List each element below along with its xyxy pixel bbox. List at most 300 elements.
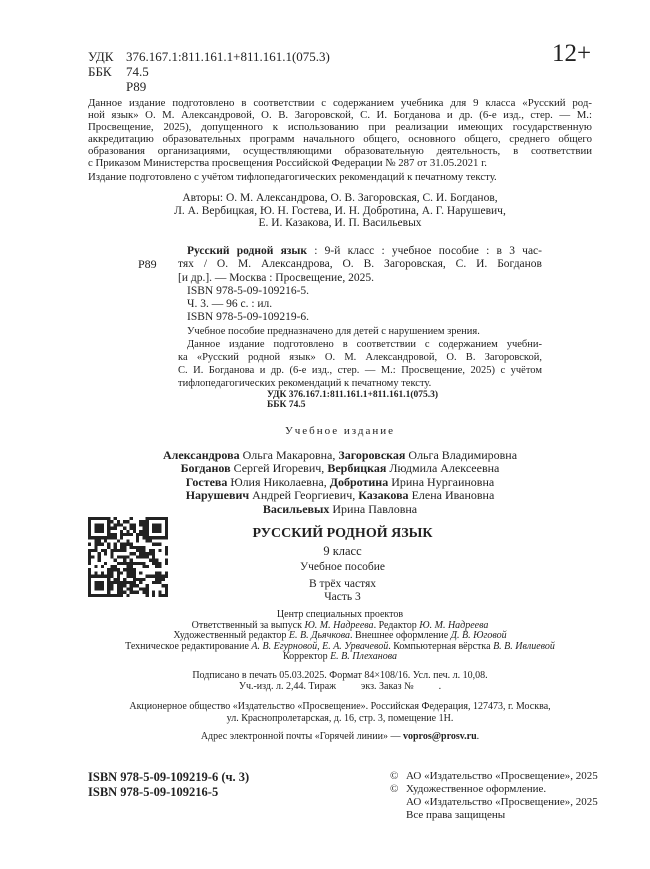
qr-module	[120, 546, 123, 549]
qr-module	[88, 552, 91, 555]
qr-module	[158, 549, 161, 552]
qr-module	[120, 584, 123, 587]
qr-module	[152, 559, 155, 562]
qr-module	[110, 552, 113, 555]
qr-module	[126, 530, 129, 533]
qr-module	[123, 543, 126, 546]
qr-module	[142, 549, 145, 552]
qr-module	[126, 565, 129, 568]
qr-module	[139, 523, 142, 526]
qr-module	[88, 571, 91, 574]
qr-module	[130, 523, 133, 526]
qr-module	[142, 536, 145, 539]
qr-module	[110, 536, 113, 539]
qr-module	[104, 549, 107, 552]
qr-module	[114, 536, 117, 539]
copyright-icon: ©	[390, 770, 399, 782]
text-line: образования организациями, осуществляющими образовательную деятельность, в соответствии	[88, 145, 592, 157]
qr-module	[142, 578, 145, 581]
qr-module	[126, 568, 129, 571]
bibliographic-record	[178, 245, 542, 411]
qr-module	[152, 575, 155, 578]
text-line: С. И. Богданова и др. (6-е изд., стер. — М.: Просвещение, 2025) с учётом	[178, 364, 542, 376]
qr-module	[152, 562, 155, 565]
email-label: Адрес электронной почты «Горячей линии» —	[200, 731, 403, 742]
qr-module	[101, 565, 104, 568]
classification-codes	[88, 49, 330, 94]
names-line: Нарушевич Андрей Георгиевич, Казакова Елена Ивановна	[185, 488, 495, 503]
qr-module	[155, 543, 158, 546]
qr-module	[104, 552, 107, 555]
qr-module	[155, 575, 158, 578]
text-line: тифлопедагогических рекомендаций к печатному тексту.	[178, 377, 432, 389]
qr-module	[165, 559, 168, 562]
qr-module	[114, 578, 117, 581]
qr-module	[146, 552, 149, 555]
qr-module	[120, 594, 123, 597]
text-line: Данное издание подготовлено в соответствии с содержанием учебни-	[187, 338, 542, 350]
qr-module	[158, 575, 161, 578]
qr-module	[162, 575, 165, 578]
publisher-address	[88, 701, 592, 725]
qr-module	[165, 552, 168, 555]
qr-module	[117, 520, 120, 523]
text-line: Авторы: О. М. Александрова, О. В. Загоровская, С. И. Богданов,	[182, 192, 498, 204]
book-title-block	[200, 525, 485, 604]
names-line: Васильевых Ирина Павловна	[262, 501, 418, 516]
udk-label: УДК	[88, 49, 114, 64]
qr-module	[152, 594, 155, 597]
print-info	[88, 670, 592, 692]
surname: Казакова	[358, 488, 409, 503]
qr-module	[142, 546, 145, 549]
bib-mark: Р89	[138, 257, 157, 271]
qr-module	[107, 546, 110, 549]
book-grade: 9 класс	[323, 544, 362, 558]
qr-module	[117, 539, 120, 542]
qr-module	[165, 575, 168, 578]
qr-module	[139, 587, 142, 590]
qr-module	[130, 546, 133, 549]
qr-module	[139, 530, 142, 533]
qr-module	[114, 527, 117, 530]
qr-module	[165, 584, 168, 587]
text-line: Уч.-изд. л. 2,44. Тираж экз. Заказ № .	[238, 681, 442, 692]
qr-module	[130, 517, 133, 520]
qr-module	[133, 581, 136, 584]
qr-module	[117, 584, 120, 587]
surname: Александрова	[162, 448, 240, 462]
names-line: Гостева Юлия Николаевна, Добротина Ирина Нургаиновна	[185, 474, 495, 489]
qr-module	[123, 578, 126, 581]
qr-module	[117, 571, 120, 574]
qr-module	[130, 575, 133, 578]
qr-module	[98, 539, 101, 542]
surname: Васильевых	[262, 501, 330, 516]
qr-module	[117, 578, 120, 581]
qr-module	[88, 549, 91, 552]
udk-value: 376.167.1:811.161.1+811.161.1(075.3)	[126, 49, 330, 64]
qr-module	[136, 546, 139, 549]
qr-module	[123, 533, 126, 536]
qr-module	[123, 591, 126, 594]
qr-module	[133, 591, 136, 594]
text-line: Художественное оформление.	[406, 783, 547, 795]
copyright-icon: ©	[390, 783, 399, 795]
text-line: аккредитацию образовательных программ начального общего, основного общего, среднего общего	[88, 133, 592, 145]
qr-module	[110, 568, 113, 571]
qr-module	[136, 562, 139, 565]
qr-module	[158, 571, 161, 574]
qr-module	[133, 546, 136, 549]
qr-module	[152, 591, 155, 594]
qr-module	[94, 571, 97, 574]
qr-module	[149, 575, 152, 578]
qr-module	[101, 543, 104, 546]
qr-module	[155, 565, 158, 568]
qr-module	[158, 591, 161, 594]
text-line: тях / О. М. Александрова, О. В. Загоровская, С. И. Богданов	[178, 258, 542, 271]
qr-module	[139, 581, 142, 584]
qr-module	[110, 555, 113, 558]
qr-module	[162, 578, 165, 581]
author-mark: Р89	[126, 79, 147, 94]
qr-module	[130, 552, 133, 555]
qr-module	[142, 530, 145, 533]
qr-module	[123, 546, 126, 549]
qr-module	[130, 562, 133, 565]
qr-module	[98, 555, 101, 558]
qr-module	[126, 575, 129, 578]
qr-module	[114, 594, 117, 597]
qr-module	[165, 549, 168, 552]
qr-module	[133, 575, 136, 578]
qr-module	[130, 581, 133, 584]
text-line: Подписано в печать 05.03.2025. Формат 84×108/16. Усл. печ. л. 10,08.	[192, 670, 488, 681]
qr-module	[139, 549, 142, 552]
qr-module	[120, 562, 123, 565]
text-line: Л. А. Вербицкая, Ю. Н. Гостева, И. Н. Добротина, А. Г. Нарушевич,	[174, 204, 506, 217]
qr-module	[91, 549, 94, 552]
qr-module	[165, 591, 168, 594]
qr-module	[152, 581, 155, 584]
age-rating: 12+	[552, 40, 592, 67]
surname: Нарушевич	[185, 488, 250, 503]
text-line: Просвещение, 2025), допущенного к использованию при реализации имеющих государственную	[88, 121, 592, 133]
isbn-line: ISBN 978-5-09-109216-5	[88, 785, 219, 799]
qr-module	[114, 581, 117, 584]
qr-module	[130, 584, 133, 587]
qr-module	[136, 584, 139, 587]
qr-module	[152, 552, 155, 555]
qr-module	[142, 533, 145, 536]
qr-module	[117, 587, 120, 590]
qr-module	[123, 562, 126, 565]
qr-module	[120, 543, 123, 546]
qr-module	[130, 543, 133, 546]
qr-module	[146, 584, 149, 587]
qr-module	[146, 575, 149, 578]
qr-module	[114, 533, 117, 536]
qr-module	[114, 568, 117, 571]
qr-module	[120, 555, 123, 558]
qr-module	[114, 543, 117, 546]
qr-module	[165, 546, 168, 549]
qr-module	[130, 571, 133, 574]
qr-module	[114, 546, 117, 549]
text-line: ул. Краснопролетарская, д. 16, стр. 3, помещение 1Н.	[226, 713, 454, 724]
qr-module	[120, 533, 123, 536]
qr-module	[126, 539, 129, 542]
qr-module	[104, 562, 107, 565]
qr-module	[110, 533, 113, 536]
names-line: Богданов Сергей Игоревич, Вербицкая Людмила Алексеевна	[180, 461, 500, 476]
text-line: Акционерное общество «Издательство «Просвещение». Российская Федерация, 127473, г. Москва,	[129, 701, 551, 712]
qr-module	[94, 539, 97, 542]
qr-module	[165, 562, 168, 565]
qr-module	[155, 578, 158, 581]
qr-module	[120, 549, 123, 552]
authors-list	[88, 192, 592, 230]
qr-module	[152, 555, 155, 558]
qr-module	[146, 594, 149, 597]
qr-module	[149, 549, 152, 552]
qr-module	[133, 578, 136, 581]
qr-module	[152, 549, 155, 552]
qr-module	[155, 562, 158, 565]
qr-module	[162, 594, 165, 597]
qr-module	[136, 578, 139, 581]
qr-module	[139, 555, 142, 558]
qr-module	[94, 543, 97, 546]
qr-module	[142, 552, 145, 555]
text-line: : 9-й класс : учебное пособие : в 3 час-	[307, 245, 542, 257]
qr-module	[133, 584, 136, 587]
qr-module	[126, 581, 129, 584]
qr-module	[165, 571, 168, 574]
qr-module	[136, 539, 139, 542]
qr-module	[139, 520, 142, 523]
qr-module	[117, 594, 120, 597]
qr-module	[117, 591, 120, 594]
qr-module	[110, 549, 113, 552]
qr-module	[117, 555, 120, 558]
qr-module	[136, 536, 139, 539]
qr-module	[142, 527, 145, 530]
rights-reserved: Все права защищены	[406, 809, 506, 821]
qr-module	[88, 559, 91, 562]
qr-module	[88, 562, 91, 565]
tiflo-note: Издание подготовлено с учётом тифлопедагогических рекомендаций к печатному тексту.	[88, 171, 497, 183]
qr-module	[146, 565, 149, 568]
qr-module	[101, 549, 104, 552]
footer-isbn	[88, 770, 249, 800]
qr-module	[101, 571, 104, 574]
qr-module	[110, 581, 113, 584]
qr-module	[117, 581, 120, 584]
edition-type: Учебное издание	[284, 425, 396, 437]
qr-module	[146, 587, 149, 590]
qr-module	[139, 562, 142, 565]
qr-module	[155, 559, 158, 562]
qr-module	[123, 584, 126, 587]
qr-module	[142, 587, 145, 590]
qr-module	[139, 552, 142, 555]
department: Центр специальных проектов	[276, 609, 404, 620]
qr-module	[123, 568, 126, 571]
text-line: АО «Издательство «Просвещение», 2025	[406, 770, 598, 782]
qr-module	[120, 581, 123, 584]
surname: Добротина	[329, 474, 389, 489]
qr-module	[130, 587, 133, 590]
qr-module	[110, 575, 113, 578]
qr-module	[136, 533, 139, 536]
qr-module	[133, 562, 136, 565]
qr-module	[107, 568, 110, 571]
qr-module	[126, 594, 129, 597]
bib-udk: УДК 376.167.1:811.161.1+811.161.1(075.3)	[267, 389, 439, 400]
qr-module	[110, 594, 113, 597]
qr-module	[120, 591, 123, 594]
qr-module	[120, 536, 123, 539]
qr-module	[110, 527, 113, 530]
qr-module	[123, 527, 126, 530]
qr-module	[133, 523, 136, 526]
surname: Вербицкая	[327, 461, 387, 476]
qr-module	[158, 565, 161, 568]
qr-module	[88, 543, 91, 546]
qr-module	[136, 555, 139, 558]
credits: Центр специальных проектов Ответственный за выпуск Ю. М. Надреева. Редактор Ю. М. Надреева Художественный редактор Е. В. Дьячкова. Внешнее оформление Д. В. Юговой Техническое редактирование А. В. Егурновой, Е. А. Урвачевой. Компьютерная вёрстка В. В. Ивлиевой Корректор Е. В. Плеханова	[88, 610, 592, 663]
text-line: Е. И. Казакова, И. П. Васильевых	[258, 217, 422, 230]
qr-module	[123, 581, 126, 584]
qr-module	[104, 539, 107, 542]
qr-module	[136, 591, 139, 594]
qr-module	[146, 591, 149, 594]
book-parts: В трёх частях	[308, 578, 377, 590]
qr-module	[94, 523, 104, 533]
qr-module	[142, 565, 145, 568]
qr-module	[133, 568, 136, 571]
qr-module	[158, 581, 161, 584]
qr-module	[107, 543, 110, 546]
qr-module	[130, 591, 133, 594]
qr-module	[165, 594, 168, 597]
purpose: Учебное пособие предназначено для детей с нарушением зрения.	[187, 325, 480, 337]
qr-module	[117, 568, 120, 571]
qr-module	[120, 523, 123, 526]
qr-module	[139, 546, 142, 549]
bib-bbk: ББК 74.5	[267, 400, 306, 411]
surname: Гостева	[185, 474, 228, 489]
qr-module	[114, 523, 117, 526]
qr-module	[136, 549, 139, 552]
book-title: РУССКИЙ РОДНОЙ ЯЗЫК	[252, 526, 433, 541]
qr-module	[94, 581, 104, 591]
qr-module	[158, 594, 161, 597]
qr-module	[149, 539, 152, 542]
qr-module	[91, 555, 94, 558]
qr-module	[158, 543, 161, 546]
qr-module	[110, 565, 113, 568]
book-part: Часть 3	[324, 591, 361, 603]
qr-module	[146, 539, 149, 542]
surname: Богданов	[180, 461, 231, 476]
qr-module	[130, 568, 133, 571]
qr-module	[149, 552, 152, 555]
qr-module	[123, 549, 126, 552]
text-line: ной язык» О. М. Александровой, О. В. Загоровской, С. И. Богданова и др. (6-е изд., стер. — М.:	[88, 109, 592, 121]
qr-module	[98, 543, 101, 546]
qr-module	[110, 587, 113, 590]
qr-module	[114, 565, 117, 568]
qr-module	[126, 520, 129, 523]
intro-paragraph	[88, 97, 592, 183]
bbk-label: ББК	[88, 64, 112, 79]
qr-module	[149, 559, 152, 562]
qr-module	[123, 555, 126, 558]
qr-module	[117, 575, 120, 578]
qr-module	[130, 565, 133, 568]
qr-module	[133, 571, 136, 574]
qr-module	[114, 559, 117, 562]
email-link[interactable]: vopros@prosv.ru	[403, 731, 477, 742]
qr-module	[88, 568, 91, 571]
qr-module	[130, 527, 133, 530]
qr-module	[155, 571, 158, 574]
qr-module	[133, 530, 136, 533]
qr-module	[162, 584, 165, 587]
qr-code	[88, 517, 168, 597]
qr-module	[158, 578, 161, 581]
qr-module	[158, 562, 161, 565]
qr-module	[110, 520, 113, 523]
qr-module	[117, 523, 120, 526]
qr-module	[126, 543, 129, 546]
qr-module	[94, 549, 97, 552]
qr-module	[133, 552, 136, 555]
qr-module	[130, 533, 133, 536]
bbk-value: 74.5	[126, 64, 149, 79]
full-names	[88, 449, 592, 516]
qr-module	[142, 562, 145, 565]
qr-module	[152, 543, 155, 546]
qr-module	[88, 555, 91, 558]
qr-module	[155, 581, 158, 584]
qr-module	[117, 549, 120, 552]
qr-module	[98, 559, 101, 562]
qr-module	[117, 562, 120, 565]
qr-module	[126, 555, 129, 558]
qr-module	[110, 584, 113, 587]
hotline-email: Адрес электронной почты «Горячей линии» — vopros@prosv.ru.	[200, 731, 480, 742]
qr-module	[146, 555, 149, 558]
qr-module	[123, 559, 126, 562]
qr-module	[120, 530, 123, 533]
part-info: Ч. 3. — 96 с. : ил.	[187, 298, 273, 311]
qr-module	[98, 552, 101, 555]
qr-module	[126, 587, 129, 590]
text-line: ка «Русский родной язык» О. М. Александровой, О. В. Загоровской,	[178, 351, 542, 363]
qr-module	[152, 523, 162, 533]
qr-module	[110, 571, 113, 574]
qr-module	[126, 533, 129, 536]
qr-module	[139, 578, 142, 581]
isbn-set: ISBN 978-5-09-109216-5.	[187, 284, 310, 297]
isbn-part: ISBN 978-5-09-109219-6.	[187, 311, 310, 324]
qr-module	[107, 571, 110, 574]
qr-module	[114, 517, 117, 520]
